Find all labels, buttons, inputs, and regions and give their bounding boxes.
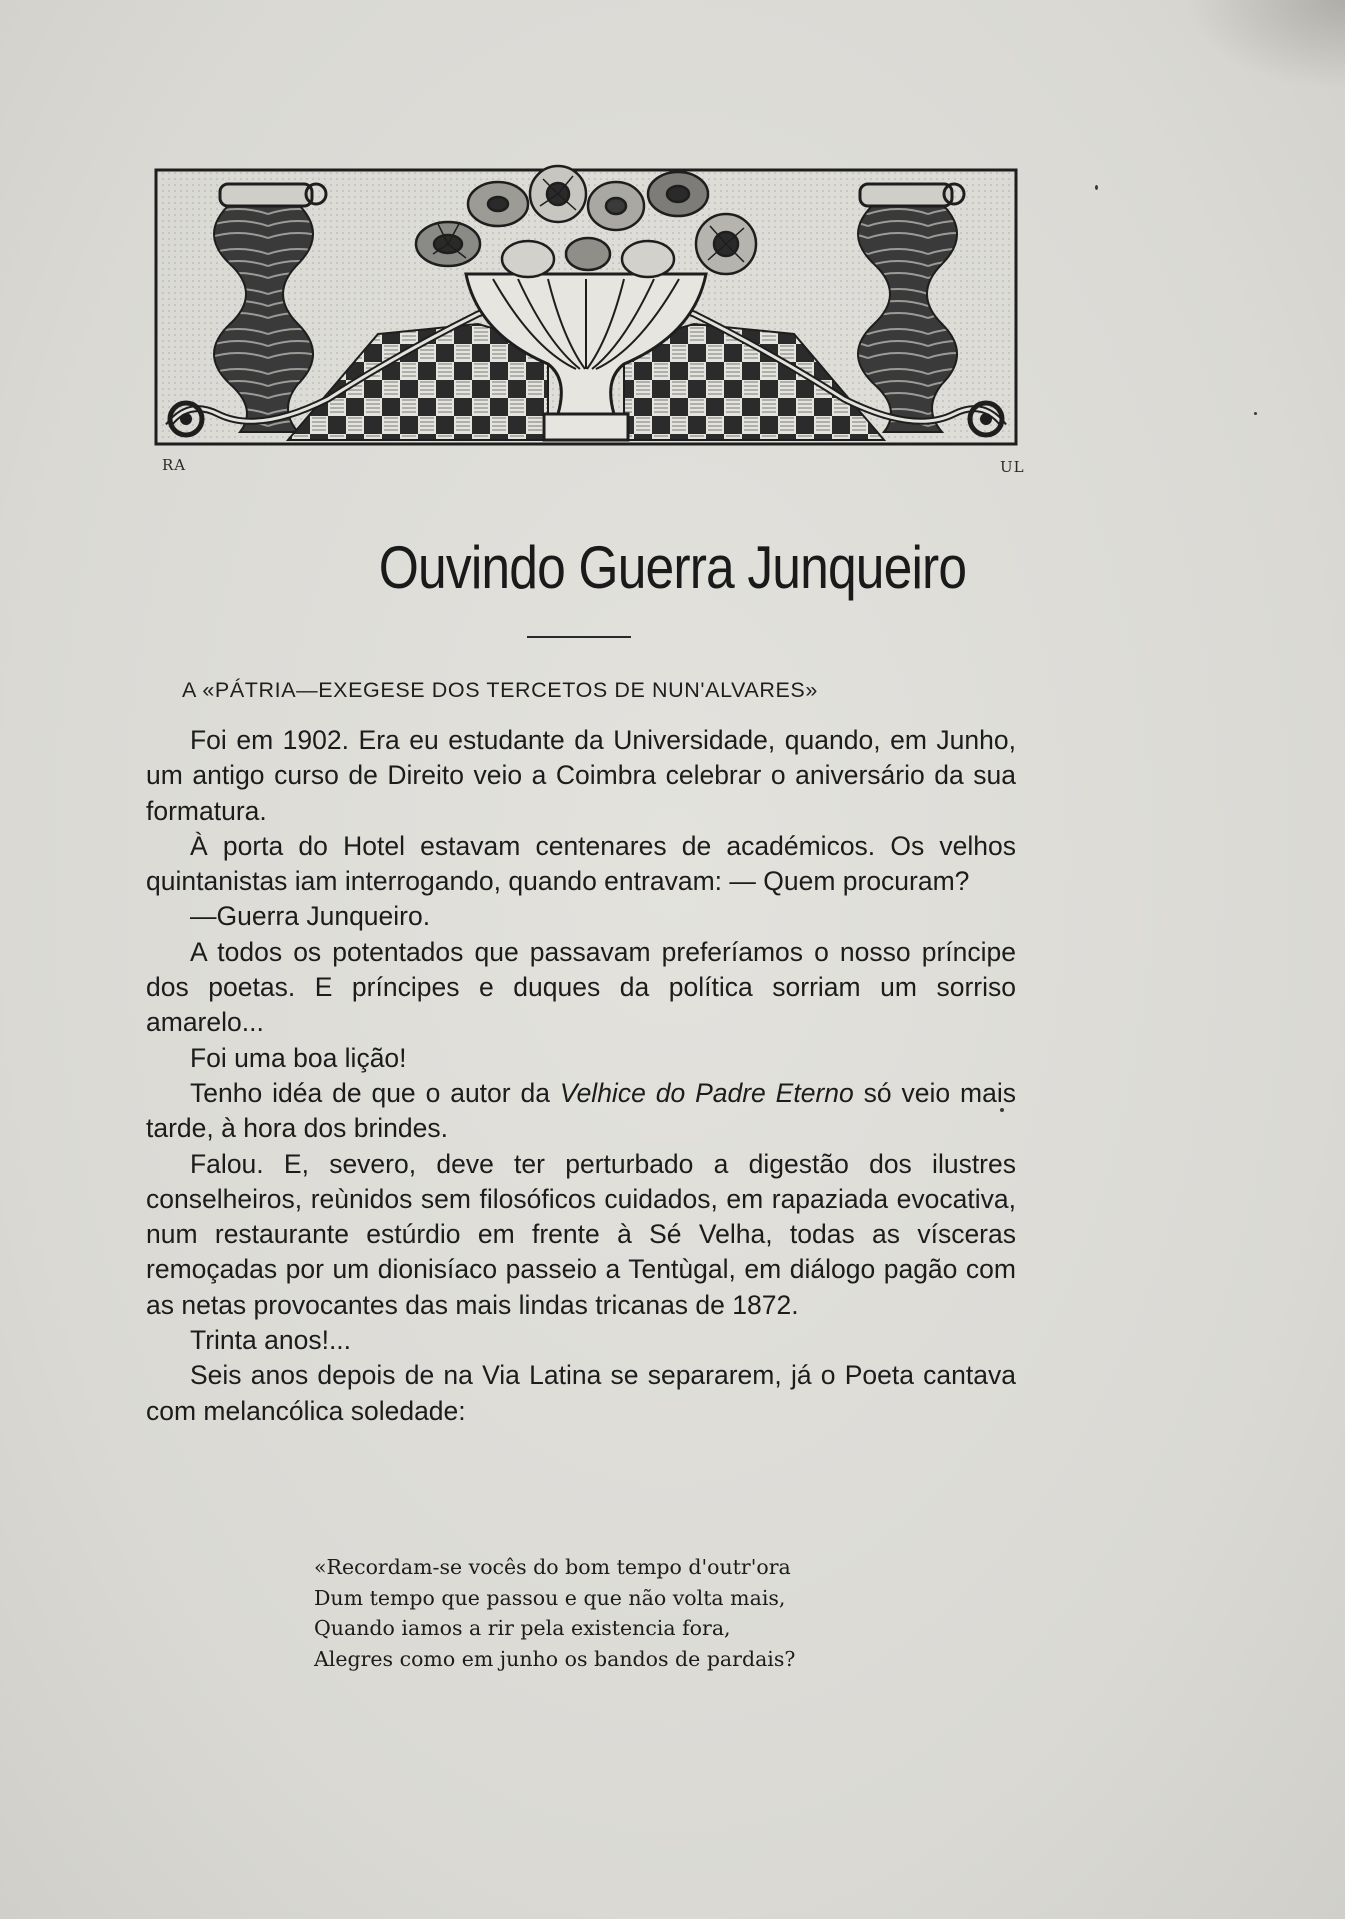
signature-left: RA — [162, 456, 187, 474]
ink-speck — [1000, 1108, 1004, 1112]
book-title-italic: Velhice do Padre Eterno — [559, 1077, 854, 1108]
verse-line: Dum tempo que passou e que não volta mais, — [314, 1585, 786, 1610]
paragraph: Seis anos depois de na Via Latina se separarem, já o Poeta cantava com melancólica soledade: — [146, 1360, 1016, 1426]
title-divider — [527, 636, 631, 638]
page-title: Ouvindo Guerra Junqueiro — [378, 534, 967, 601]
text-run: só veio mais tarde, à hora dos brindes. — [146, 1077, 1016, 1144]
paragraph: —Guerra Junqueiro. — [190, 901, 431, 932]
verse-line: Quando iamos a rir pela existencia fora, — [314, 1616, 731, 1640]
ink-speck — [1254, 412, 1257, 415]
paragraph-velhice — [146, 1076, 1016, 1147]
verse-line: «Recordam-se vocês do bom tempo d'outr'ora — [314, 1555, 791, 1579]
signature-right: UL — [1000, 458, 1025, 476]
verse-line: Alegres como em junho os bandos de pardais? — [314, 1646, 796, 1671]
paragraph: Foi em 1902. Era eu estudante da Universidade, quando, em Junho, um antigo curso de Direito veio a Coimbra celebrar o aniversário da sua formatura. — [146, 725, 1016, 826]
paragraph: Trinta anos!... — [190, 1325, 352, 1356]
paragraph: A todos os potentados que passavam preferíamos o nosso príncipe dos poetas. E príncipes e duques da política sorriam um sorriso amarelo... — [146, 936, 1016, 1038]
verse-quote — [314, 1552, 874, 1674]
page-stain — [1185, 0, 1345, 90]
paragraph: Foi uma boa lição! — [190, 1042, 407, 1073]
ink-speck — [1095, 185, 1098, 190]
flower-vase-illustration — [148, 164, 1024, 454]
body-text — [146, 723, 1016, 1429]
text-run: Tenho idéa de que o autor da — [190, 1077, 560, 1108]
paragraph: À porta do Hotel estavam centenares de académicos. Os velhos quintanistas iam interrogando, quando entravam: — Quem procuram? — [146, 830, 1016, 897]
paragraph: Falou. E, severo, deve ter perturbado a digestão dos ilustres conselheiros, reùnidos sem filosóficos cuidados, em rapaziada evocativa, num restaurante estúrdio em frente à Sé Velha, todas as vísceras remoçadas por um dionisíaco passeio a Tentùgal, em diálogo pagão com as netas provocantes das mais lindas tricanas de 1872. — [146, 1148, 1016, 1320]
subtitle: A «PÁTRIA—EXEGESE DOS TERCETOS DE NUN'ALVARES» — [182, 678, 818, 702]
header-ornament — [148, 164, 1024, 454]
